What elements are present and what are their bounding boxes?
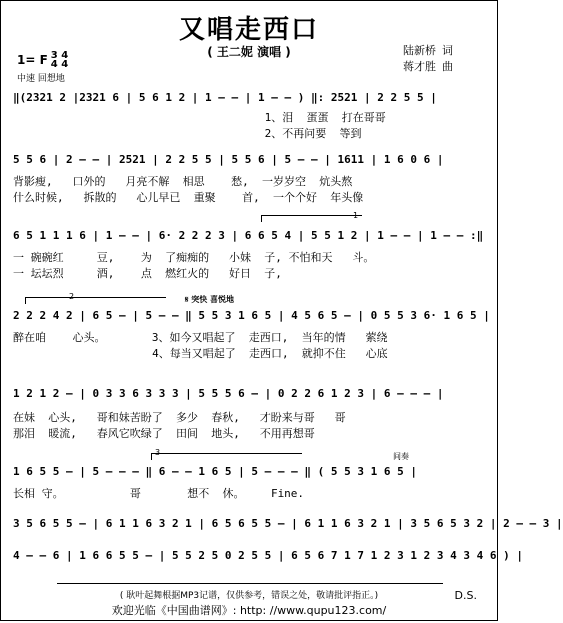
composer-row xyxy=(403,59,453,75)
composer-role: 曲 xyxy=(442,60,453,73)
notation-row-3: 6 5 1 1 1 6 | 1 — — | 6· 2 2 2 3 | 6 6 5 4 | 5 5 1 2 | 1 — — | 1 — — :‖ xyxy=(13,229,484,242)
lyric-row-2b: 什么时候, 拆散的 心儿早已 重聚 首, 一个个好 年头像 xyxy=(13,191,364,204)
lyric-row-3a: 一 碗碗红 豆, 为 了痴痴的 小妹 子, 不怕和天 斗。 xyxy=(13,251,375,264)
notation-row-2: 5 5 6 | 2 — — | 2521 | 2 2 5 5 | 5 5 6 | 5 — — | 1611 | 1 6 0 6 | xyxy=(13,153,444,166)
volta-bracket-3 xyxy=(151,453,302,460)
footer-divider xyxy=(57,583,443,584)
segno-marking: 𝄋 突快 喜悦地 xyxy=(185,295,235,304)
lyric-row-1b: 2、不再问要 等到 xyxy=(13,127,362,140)
song-title: 又唱走西口 xyxy=(178,15,319,45)
notation-row-6: 1 6 5 5 — | 5 — — — ‖ 6 — — 1 6 5 | 5 — — — ‖ ( 5 5 3 1 6 5 | xyxy=(13,465,417,478)
transcriber-note: ( 耿叶起舞根据MP3记谱，仅供参考，错误之处，敬请批评指正。) xyxy=(119,591,379,601)
notation-row-4: 2 2 2 4 2 | 6 5 — | 5 — — ‖ 5 5 3 1 6 5 | 4 5 6 5 — | 0 5 5 3 6· 1 6 5 | xyxy=(13,309,490,322)
key-label: 1= F xyxy=(17,53,48,67)
notation-row-5: 1 2 1 2 — | 0 3 3 6 3 3 3 | 5 5 5 6 — | 0 2 2 6 1 2 3 | 6 — — — | xyxy=(13,387,444,400)
credits xyxy=(403,43,453,75)
lyric-row-5b: 那泪 暖流, 春风它吹绿了 田间 地头, 不用再想哥 xyxy=(13,427,315,440)
volta-bracket-1 xyxy=(261,215,362,222)
time-signature xyxy=(51,51,68,69)
volta-1-label: 1 xyxy=(353,211,359,220)
lyric-row-4a: 醉在咱 心头。 3、如今又唱起了 走西口, 当年的情 萦绕 xyxy=(13,331,388,344)
notation-row-8: 4 — — 6 | 1 6 6 5 5 — | 5 5 2 5 0 2 5 5 | 6 5 6 7 1 7 1 2 3 1 2 3 4 3 4 6 ) | xyxy=(13,549,523,562)
volta-3-label: 3 xyxy=(155,448,161,457)
time-bottom: 4 4 xyxy=(50,59,69,70)
lyricist-role: 词 xyxy=(442,44,453,57)
singer-credit: ( 王二妮 演唱 ) xyxy=(207,45,291,59)
lyric-row-2a: 背影瘦, 口外的 月亮不解 相思 愁, 一岁岁空 炕头熬 xyxy=(13,175,353,188)
website-credit: 欢迎光临《中国曲谱网》: http: //www.qupu123.com/ xyxy=(111,604,387,617)
lyric-row-5a: 在妹 心头, 哥和妹苦盼了 多少 春秋, 才盼来与哥 哥 xyxy=(13,411,346,424)
lyric-row-6: 长相 守。 哥 想不 休。 Fine. xyxy=(13,487,305,500)
lyric-row-3b: 一 坛坛烈 酒, 点 燃红火的 好日 子, xyxy=(13,267,282,280)
time-top: 3 4 xyxy=(50,50,69,61)
composer-name: 蒋才胜 xyxy=(403,60,436,73)
lyric-row-4b: 4、每当又唱起了 走西口, 就抑不住 心底 xyxy=(13,347,388,360)
lyricist-name: 陆新桥 xyxy=(403,44,436,57)
key-signature xyxy=(17,51,68,69)
lyric-row-1a: 1、泪 蛋蛋 打在哥哥 xyxy=(13,111,386,124)
notation-row-7: 3 5 6 5 5 — | 6 1 1 6 3 2 1 | 6 5 6 5 5 — | 6 1 1 6 3 2 1 | 3 5 6 5 3 2 | 2 — — 3 | xyxy=(13,517,563,530)
tempo-marking: 中速 回想地 xyxy=(17,74,65,84)
dal-segno-marking: D.S. xyxy=(454,589,477,602)
notation-row-1: ‖(2321 2 |2321 6 | 5 6 1 2 | 1 — — | 1 — — ) ‖: 2521 | 2 2 5 5 | xyxy=(13,91,437,104)
volta-bracket-2 xyxy=(25,297,166,304)
interlude-marking: 间奏 xyxy=(393,452,409,461)
volta-2-label: 2 xyxy=(69,292,75,301)
lyricist-row xyxy=(403,43,453,59)
